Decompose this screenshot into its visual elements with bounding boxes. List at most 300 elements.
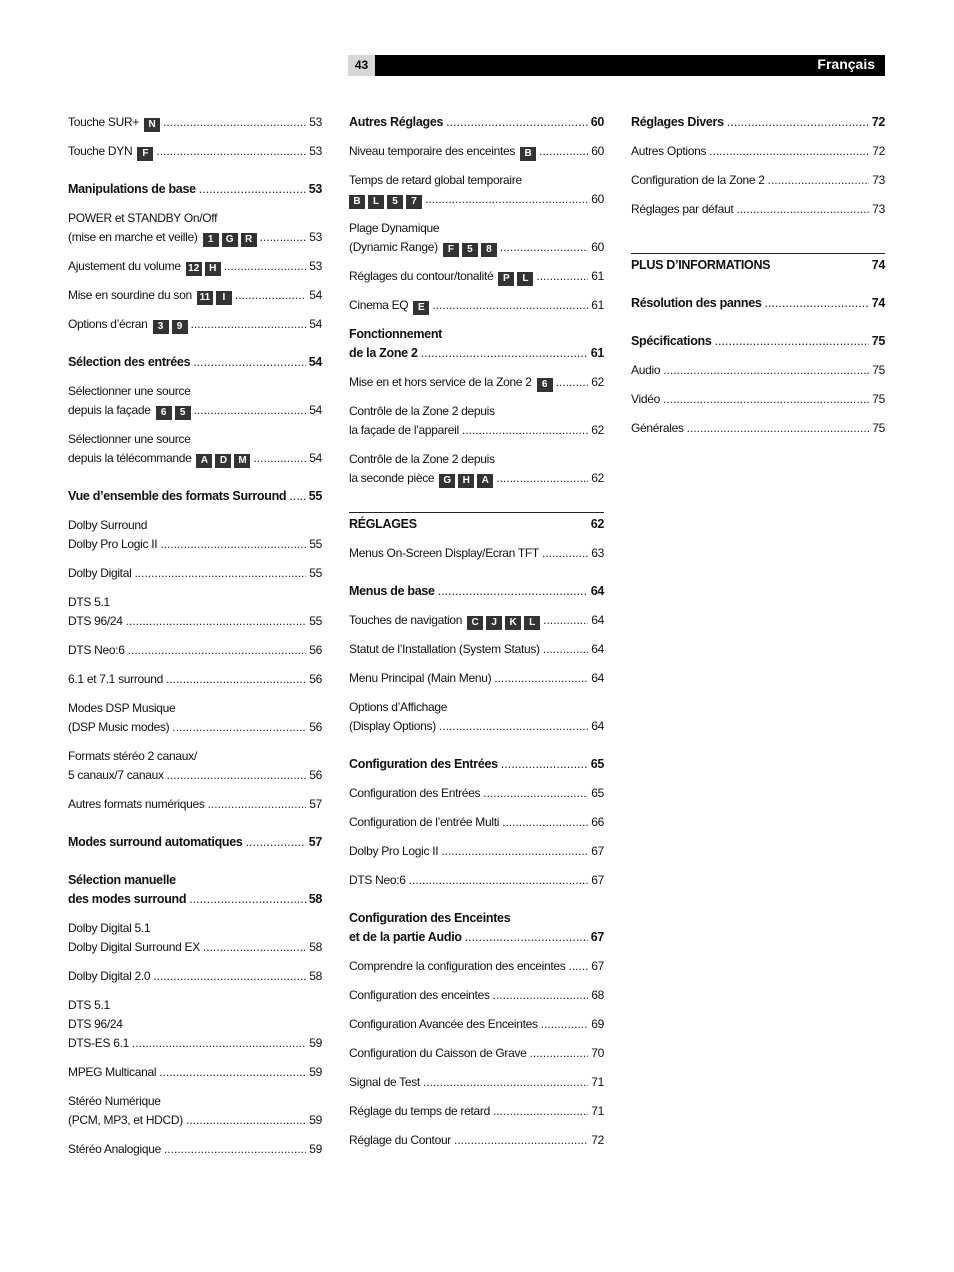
toc-entry-line: Stéréo Numérique (68, 1094, 161, 1108)
toc-entry (349, 1131, 604, 1150)
toc-entry-row (68, 286, 322, 305)
toc-entry-line: Sélection manuelle (68, 873, 176, 887)
toc-entry-title: Sélection des entrées (68, 355, 191, 369)
dot-leader (543, 611, 588, 630)
remote-key-badge: C (467, 616, 483, 630)
toc-page-number: 64 (591, 642, 604, 656)
toc-page-number: 61 (591, 298, 604, 312)
toc-entry-row (68, 1063, 322, 1082)
toc-entry-line: Dolby Surround (68, 518, 148, 532)
toc-entry-row (349, 238, 604, 257)
remote-key-group (197, 290, 232, 304)
toc-page-number: 73 (872, 202, 885, 216)
toc-entry-row (349, 421, 604, 440)
toc-entry-title: Réglage du temps de retard (349, 1104, 490, 1118)
toc-entry-row (68, 487, 322, 506)
toc-entry-row (349, 842, 604, 861)
toc-page-number: 72 (871, 115, 885, 129)
toc-entry-row (349, 1073, 604, 1092)
toc-entry-line: Contrôle de la Zone 2 depuis (349, 452, 495, 466)
toc-column-2 (349, 113, 604, 1160)
toc-entry-title: DTS Neo:6 (68, 643, 125, 657)
toc-page-number: 60 (591, 192, 604, 206)
remote-key-group (498, 271, 533, 285)
toc-entry-row (349, 296, 604, 315)
toc-entry-line: DTS 5.1 (68, 595, 110, 609)
toc-entry-row (631, 200, 885, 219)
toc-entry (68, 113, 322, 132)
toc-entry-title: MPEG Multicanal (68, 1065, 157, 1079)
toc-page-number: 53 (309, 144, 322, 158)
remote-key-group (349, 194, 422, 208)
toc-entry-title: Touche DYN (68, 144, 133, 158)
toc-page-number: 67 (591, 844, 604, 858)
toc-entry-title: Autres Options (631, 144, 707, 158)
toc-column-3 (631, 113, 885, 448)
remote-key-badge: 6 (537, 378, 553, 392)
toc-entry-row (68, 795, 322, 814)
toc-entry (349, 219, 604, 257)
toc-entry-row (349, 373, 604, 392)
toc-page-number: 56 (309, 672, 322, 686)
toc-entry-row (68, 967, 322, 986)
toc-page-number: 60 (591, 144, 604, 158)
toc-entry-row (631, 361, 885, 380)
toc-entry-row (349, 957, 604, 976)
toc-entry-title: Résolution des pannes (631, 296, 762, 310)
toc-page-number: 64 (590, 584, 604, 598)
toc-entry-row (631, 332, 885, 351)
toc-entry-row (68, 113, 322, 132)
toc-entry (68, 795, 322, 814)
remote-key-badge: L (524, 616, 540, 630)
dot-leader (167, 766, 307, 785)
dot-leader (432, 296, 588, 315)
remote-key-badge: 5 (462, 243, 478, 257)
toc-entry (349, 784, 604, 803)
toc-entry-title: Dolby Digital (68, 566, 132, 580)
toc-entry (68, 142, 322, 161)
toc-entry-row (68, 142, 322, 161)
toc-entry-line: Modes DSP Musique (68, 701, 176, 715)
toc-entry (631, 171, 885, 190)
dot-leader (126, 612, 307, 631)
toc-entry-row (68, 353, 322, 372)
remote-key-group (537, 377, 553, 391)
toc-heading (349, 755, 604, 774)
dot-leader (194, 401, 307, 420)
toc-entry-row (68, 641, 322, 660)
toc-page-number: 75 (871, 334, 885, 348)
toc-page-number: 54 (309, 451, 322, 465)
dot-leader (423, 1073, 588, 1092)
dot-leader (663, 361, 869, 380)
toc-entry-title: Configuration de la Zone 2 (631, 173, 765, 187)
toc-entry (349, 171, 604, 209)
toc-heading (68, 487, 322, 506)
toc-page-number: 75 (872, 421, 885, 435)
toc-entry-row (349, 1044, 604, 1063)
dot-leader (768, 171, 870, 190)
toc-entry-title: Signal de Test (349, 1075, 420, 1089)
toc-page-number: 64 (591, 613, 604, 627)
toc-entry-title: RÉGLAGES (349, 517, 417, 531)
toc-page-number: 65 (590, 757, 604, 771)
toc-entry-line: Plage Dynamique (349, 221, 440, 235)
toc-entry-line: Temps de retard global temporaire (349, 173, 522, 187)
remote-key-badge: A (477, 474, 493, 488)
toc-page-number: 60 (590, 115, 604, 129)
toc-entry-row (631, 294, 885, 313)
toc-entry-title: Réglages Divers (631, 115, 724, 129)
toc-entry-title: Comprendre la configuration des enceintes (349, 959, 566, 973)
toc-entry-row (68, 564, 322, 583)
toc-entry-title: Spécifications (631, 334, 712, 348)
dot-leader (465, 928, 588, 947)
dot-leader (543, 640, 588, 659)
remote-key-group (520, 146, 536, 160)
toc-entry (349, 640, 604, 659)
remote-key-badge: M (234, 454, 250, 468)
toc-entry-row (349, 813, 604, 832)
toc-entry (349, 267, 604, 286)
toc-entry-title: Menus On-Screen Display/Ecran TFT (349, 546, 539, 560)
toc-entry-title: PLUS D’INFORMATIONS (631, 258, 771, 272)
toc-page-number: 55 (309, 566, 322, 580)
dot-leader (687, 419, 870, 438)
toc-entry (68, 593, 322, 631)
toc-entry (68, 641, 322, 660)
toc-entry (349, 1073, 604, 1092)
toc-entry-row (349, 113, 604, 132)
toc-entry (349, 986, 604, 1005)
toc-column-1 (68, 113, 322, 1169)
dot-leader (736, 200, 869, 219)
toc-entry-line: Sélectionner une source (68, 432, 191, 446)
toc-heading (631, 332, 885, 351)
dot-leader (166, 670, 306, 689)
dot-leader (765, 294, 869, 313)
toc-entry-title: Générales (631, 421, 684, 435)
remote-key-badge: R (241, 233, 257, 247)
toc-entry-row (349, 871, 604, 890)
toc-entry-title: Menus de base (349, 584, 435, 598)
dot-leader (541, 1015, 589, 1034)
dot-leader (663, 390, 869, 409)
remote-key-badge: H (458, 474, 474, 488)
dot-leader (132, 1034, 306, 1053)
dot-leader (454, 1131, 588, 1150)
toc-entry-row (349, 142, 604, 161)
remote-key-badge: 5 (175, 406, 191, 420)
toc-page-number: 73 (872, 173, 885, 187)
toc-entry-row (68, 766, 322, 785)
remote-key-badge: I (216, 291, 232, 305)
dot-leader (494, 669, 588, 688)
toc-entry-row (68, 890, 322, 909)
dot-leader (189, 890, 305, 909)
toc-entry (68, 699, 322, 737)
toc-page-number: 63 (591, 546, 604, 560)
toc-page-number: 71 (591, 1075, 604, 1089)
remote-key-badge: F (443, 243, 459, 257)
remote-key-badge: E (413, 301, 429, 315)
toc-entry (68, 209, 322, 247)
toc-entry-row (349, 1131, 604, 1150)
toc-entry-title: (DSP Music modes) (68, 720, 170, 734)
dot-leader (235, 286, 306, 305)
toc-entry-row (631, 113, 885, 132)
toc-section-heading (349, 512, 604, 534)
toc-page-number: 67 (591, 959, 604, 973)
dot-leader (156, 142, 306, 161)
toc-page-number: 69 (591, 1017, 604, 1031)
toc-entry-title: Modes surround automatiques (68, 835, 243, 849)
toc-page-number: 70 (591, 1046, 604, 1060)
toc-heading (349, 909, 604, 947)
toc-entry-title: Autres Réglages (349, 115, 444, 129)
toc-entry (349, 957, 604, 976)
remote-key-badge: 11 (197, 291, 213, 305)
remote-key-badge: G (439, 474, 455, 488)
toc-entry-title: Autres formats numériques (68, 797, 205, 811)
dot-leader (709, 142, 869, 161)
dot-leader (224, 257, 307, 276)
toc-entry-title: Stéréo Analogique (68, 1142, 161, 1156)
dot-leader (493, 1102, 588, 1121)
remote-key-group (153, 319, 188, 333)
toc-page-number: 75 (872, 392, 885, 406)
toc-entry-title: Dolby Pro Logic II (349, 844, 439, 858)
dot-leader (530, 1044, 589, 1063)
remote-key-badge: B (349, 195, 365, 209)
remote-key-badge: J (486, 616, 502, 630)
toc-page-number: 53 (308, 182, 322, 196)
toc-entry (349, 373, 604, 392)
toc-entry (68, 747, 322, 785)
toc-heading (68, 353, 322, 372)
remote-key-badge: 6 (156, 406, 172, 420)
toc-entry (631, 390, 885, 409)
toc-entry-title: depuis la façade (68, 403, 151, 417)
toc-entry-row (349, 717, 604, 736)
toc-entry-row (68, 401, 322, 420)
toc-page-number: 61 (591, 269, 604, 283)
remote-key-group (156, 405, 191, 419)
toc-page-number: 53 (309, 259, 322, 273)
toc-entry (349, 871, 604, 890)
toc-heading (68, 871, 322, 909)
toc-entry-title: Touches de navigation (349, 613, 463, 627)
toc-page-number: 68 (591, 988, 604, 1002)
toc-entry (349, 1044, 604, 1063)
toc-entry-row (631, 256, 885, 275)
toc-entry (349, 450, 604, 488)
toc-entry (349, 669, 604, 688)
remote-key-badge: G (222, 233, 238, 247)
dot-leader (493, 986, 589, 1005)
toc-entry (349, 698, 604, 736)
dot-leader (409, 871, 589, 890)
toc-page-number: 57 (308, 835, 322, 849)
toc-entry (68, 286, 322, 305)
remote-key-badge: K (505, 616, 521, 630)
toc-page-number: 74 (871, 258, 885, 272)
remote-key-badge: 8 (481, 243, 497, 257)
toc-page-number: 64 (591, 671, 604, 685)
toc-entry-row (631, 142, 885, 161)
toc-entry-title: et de la partie Audio (349, 930, 462, 944)
toc-entry (349, 402, 604, 440)
toc-entry (631, 419, 885, 438)
toc-page-number: 72 (591, 1133, 604, 1147)
toc-entry-title: Réglages par défaut (631, 202, 734, 216)
toc-page-number: 54 (309, 403, 322, 417)
toc-entry-row (631, 419, 885, 438)
toc-heading (349, 325, 604, 363)
dot-leader (246, 833, 306, 852)
toc-page-number: 72 (872, 144, 885, 158)
toc-page-number: 59 (309, 1142, 322, 1156)
remote-key-badge: 1 (203, 233, 219, 247)
toc-page-number: 55 (309, 614, 322, 628)
toc-page-number: 54 (309, 288, 322, 302)
toc-entry-title: (Dynamic Range) (349, 240, 438, 254)
toc-entry (68, 967, 322, 986)
dot-leader (186, 1111, 306, 1130)
dot-leader (153, 967, 306, 986)
toc-entry-line: Configuration des Enceintes (349, 911, 511, 925)
toc-entry-row (349, 515, 604, 534)
dot-leader (446, 113, 588, 132)
toc-page-number: 59 (309, 1065, 322, 1079)
toc-page-number: 64 (591, 719, 604, 733)
toc-page-number: 62 (591, 423, 604, 437)
toc-page-number: 66 (591, 815, 604, 829)
toc-heading (349, 582, 604, 601)
dot-leader (159, 1063, 306, 1082)
toc-page-number: 62 (591, 375, 604, 389)
toc-page-number: 71 (591, 1104, 604, 1118)
toc-entry (349, 1015, 604, 1034)
toc-entry-row (68, 670, 322, 689)
toc-entry-title: Ajustement du volume (68, 259, 181, 273)
toc-entry-row (68, 612, 322, 631)
toc-entry-row (349, 986, 604, 1005)
dot-leader (439, 717, 588, 736)
toc-page-number: 62 (591, 471, 604, 485)
toc-entry-title: DTS-ES 6.1 (68, 1036, 130, 1050)
toc-entry-row (349, 755, 604, 774)
toc-entry (349, 1102, 604, 1121)
toc-page-number: 56 (309, 768, 322, 782)
toc-entry-title: Vidéo (631, 392, 660, 406)
toc-heading (349, 113, 604, 132)
toc-page-number: 53 (309, 230, 322, 244)
page-header-bar (348, 55, 885, 76)
toc-entry (68, 919, 322, 957)
toc-entry-row (349, 669, 604, 688)
toc-entry (631, 142, 885, 161)
remote-key-badge: P (498, 272, 514, 286)
toc-entry-title: Configuration des Entrées (349, 757, 498, 771)
remote-key-badge: 5 (387, 195, 403, 209)
toc-entry-title: 6.1 et 7.1 surround (68, 672, 164, 686)
dot-leader (501, 755, 588, 774)
dot-leader (208, 795, 307, 814)
toc-entry-row (349, 267, 604, 286)
toc-entry-line: Dolby Digital 5.1 (68, 921, 151, 935)
dot-leader (128, 641, 307, 660)
remote-key-badge: 9 (172, 320, 188, 334)
toc-entry (349, 296, 604, 315)
toc-entry (631, 200, 885, 219)
remote-key-group (203, 232, 257, 246)
toc-entry-row (68, 180, 322, 199)
toc-entry-row (68, 718, 322, 737)
toc-page-number: 62 (590, 517, 604, 531)
dot-leader (425, 190, 588, 209)
remote-key-badge: H (205, 262, 221, 276)
toc-entry-row (68, 535, 322, 554)
remote-key-badge: L (368, 195, 384, 209)
toc-entry (349, 544, 604, 563)
toc-page-number: 57 (309, 797, 322, 811)
dot-leader (483, 784, 588, 803)
toc-entry (68, 996, 322, 1053)
toc-page-number: 55 (308, 489, 322, 503)
dot-leader (160, 535, 306, 554)
dot-leader (421, 344, 588, 363)
toc-entry-line: Fonctionnement (349, 327, 443, 341)
toc-entry (631, 361, 885, 380)
toc-entry-row (68, 1034, 322, 1053)
toc-entry-title: Cinema EQ (349, 298, 409, 312)
dot-leader (536, 267, 588, 286)
toc-entry-row (349, 784, 604, 803)
toc-entry-row (631, 390, 885, 409)
toc-page-number: 74 (871, 296, 885, 310)
toc-page-number: 56 (309, 720, 322, 734)
toc-page-number: 75 (872, 363, 885, 377)
remote-key-badge: 12 (186, 262, 202, 276)
toc-entry-row (349, 190, 604, 209)
toc-entry-line: DTS 5.1 (68, 998, 110, 1012)
toc-heading (631, 294, 885, 313)
toc-entry (349, 142, 604, 161)
dot-leader (438, 582, 588, 601)
toc-entry-line: Options d’Affichage (349, 700, 448, 714)
toc-entry (349, 611, 604, 630)
toc-entry-title: (Display Options) (349, 719, 436, 733)
remote-key-group (439, 473, 493, 487)
toc-entry-title: (mise en marche et veille) (68, 230, 198, 244)
toc-entry-title: Audio (631, 363, 661, 377)
toc-entry-row (68, 228, 322, 247)
dot-leader (203, 938, 306, 957)
toc-entry-line: POWER et STANDBY On/Off (68, 211, 218, 225)
remote-key-badge: F (137, 147, 153, 161)
toc-entry-row (349, 928, 604, 947)
toc-entry-line: DTS 96/24 (68, 1017, 123, 1031)
remote-key-badge: A (196, 454, 212, 468)
toc-entry-row (349, 611, 604, 630)
dot-leader (253, 449, 306, 468)
dot-leader (496, 469, 588, 488)
dot-leader (569, 957, 589, 976)
dot-leader (500, 238, 588, 257)
toc-entry-title: Vue d’ensemble des formats Surround (68, 489, 287, 503)
